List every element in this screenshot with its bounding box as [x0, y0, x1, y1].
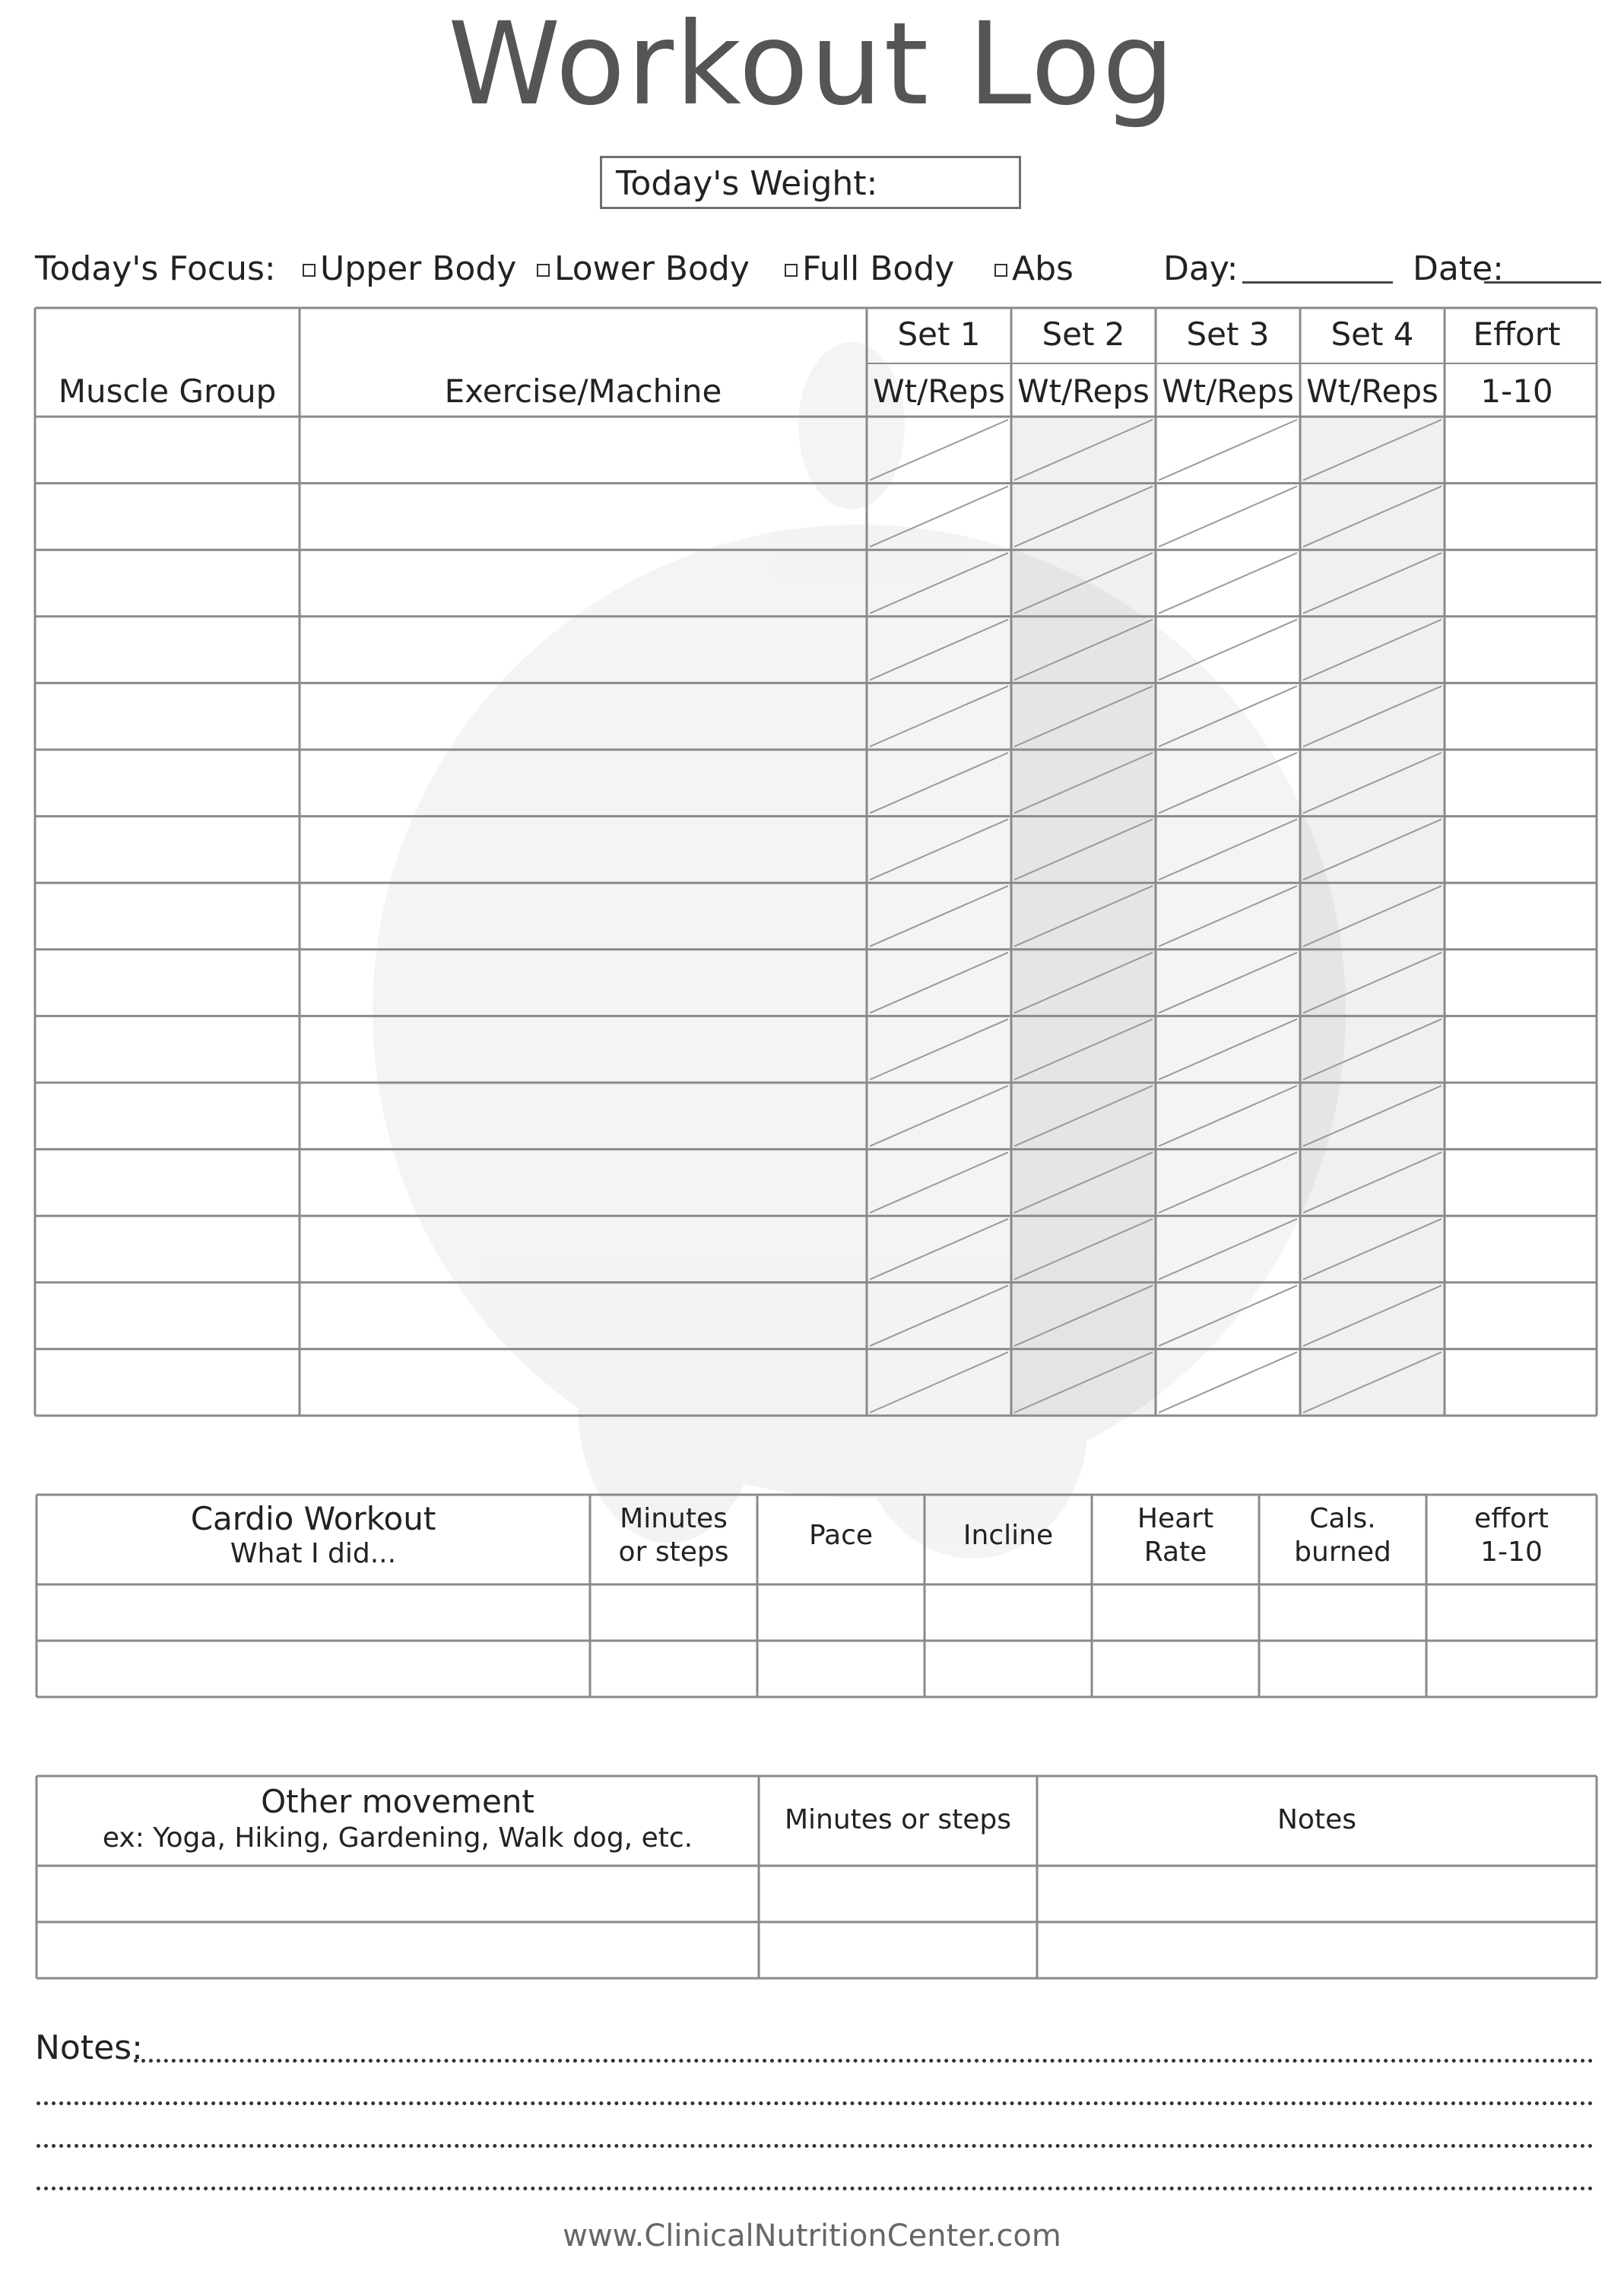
- set-cell-slash: [1159, 1352, 1297, 1413]
- set-cell-slash: [870, 1352, 1008, 1413]
- header-set-3: Set 3: [1186, 316, 1270, 353]
- set-cell-slash: [1159, 953, 1297, 1013]
- set-cell-slash: [870, 1286, 1008, 1346]
- header-set-3-sub: Wt/Reps: [1162, 373, 1294, 410]
- header-set-4: Set 4: [1331, 316, 1414, 353]
- todays-weight-label: Today's Weight:: [616, 164, 878, 203]
- set-cell-slash: [1159, 1086, 1297, 1147]
- date-label: Date:: [1413, 249, 1504, 288]
- cardio-title: Cardio Workout: [190, 1500, 436, 1537]
- other-subtitle: ex: Yoga, Hiking, Gardening, Walk dog, etc.: [102, 1822, 693, 1854]
- set-cell-slash: [870, 1019, 1008, 1080]
- set-cell-slash: [870, 820, 1008, 880]
- cardio-subtitle: What I did...: [230, 1538, 397, 1569]
- set-cell-slash: [1159, 420, 1297, 480]
- set-cell-slash: [870, 553, 1008, 614]
- set-cell-slash: [1159, 1286, 1297, 1346]
- header-set-2: Set 2: [1042, 316, 1125, 353]
- notes-line[interactable]: [36, 2144, 1594, 2148]
- cardio-heart-1: Heart: [1137, 1503, 1214, 1534]
- cardio-cals-2: burned: [1294, 1537, 1391, 1568]
- set-cell-slash: [1159, 753, 1297, 814]
- cardio-minutes-1: Minutes: [620, 1503, 728, 1534]
- cardio-effort-1: effort: [1474, 1503, 1549, 1534]
- header-effort-range: 1-10: [1480, 373, 1553, 410]
- set-cell-slash: [1159, 686, 1297, 747]
- set-cell-slash: [870, 420, 1008, 480]
- cardio-incline: Incline: [963, 1520, 1054, 1551]
- notes-line[interactable]: [36, 2101, 1594, 2105]
- cardio-cals-1: Cals.: [1309, 1503, 1376, 1534]
- notes-line[interactable]: [134, 2059, 1594, 2063]
- other-title: Other movement: [261, 1783, 534, 1820]
- set-cell-slash: [870, 487, 1008, 547]
- focus-option-lower-body[interactable]: Lower Body: [537, 249, 750, 288]
- header-effort: Effort: [1473, 316, 1561, 353]
- set-cell-slash: [870, 886, 1008, 947]
- day-label: Day:: [1163, 249, 1239, 288]
- set-cell-slash: [1159, 487, 1297, 547]
- set-cell-slash: [1159, 886, 1297, 947]
- set-cell-slash: [870, 1153, 1008, 1213]
- set-cell-slash: [1159, 1219, 1297, 1280]
- header-set-1-sub: Wt/Reps: [873, 373, 1005, 410]
- other-notes: Notes: [1277, 1804, 1356, 1835]
- page-title: Workout Log: [448, 0, 1176, 131]
- other-minutes: Minutes or steps: [784, 1804, 1012, 1835]
- header-set-2-sub: Wt/Reps: [1017, 373, 1150, 410]
- footer-url: www.ClinicalNutritionCenter.com: [563, 2218, 1061, 2253]
- cardio-effort-2: 1-10: [1480, 1537, 1543, 1568]
- focus-option-abs[interactable]: Abs: [994, 249, 1074, 288]
- set-cell-slash: [1159, 620, 1297, 680]
- header-exercise: Exercise/Machine: [444, 373, 722, 410]
- set-cell-slash: [870, 753, 1008, 814]
- set-cell-slash: [870, 686, 1008, 747]
- header-set-1: Set 1: [897, 316, 981, 353]
- set-cell-slash: [1159, 820, 1297, 880]
- set-cell-slash: [870, 1219, 1008, 1280]
- set-cell-slash: [1159, 1153, 1297, 1213]
- notes-line[interactable]: [36, 2187, 1594, 2190]
- set-cell-slash: [870, 620, 1008, 680]
- set-cell-slash: [1159, 1019, 1297, 1080]
- cardio-minutes-2: or steps: [618, 1537, 729, 1568]
- focus-label: Today's Focus:: [35, 249, 276, 288]
- focus-option-full-body[interactable]: Full Body: [785, 249, 954, 288]
- cardio-heart-2: Rate: [1143, 1537, 1207, 1568]
- notes-label: Notes:: [35, 2028, 143, 2067]
- set-cell-slash: [1159, 553, 1297, 614]
- focus-option-upper-body[interactable]: Upper Body: [303, 249, 516, 288]
- set-cell-slash: [870, 1086, 1008, 1147]
- cardio-pace: Pace: [808, 1520, 874, 1551]
- header-muscle-group: Muscle Group: [58, 373, 277, 410]
- set-cell-slash: [870, 953, 1008, 1013]
- header-set-4-sub: Wt/Reps: [1306, 373, 1438, 410]
